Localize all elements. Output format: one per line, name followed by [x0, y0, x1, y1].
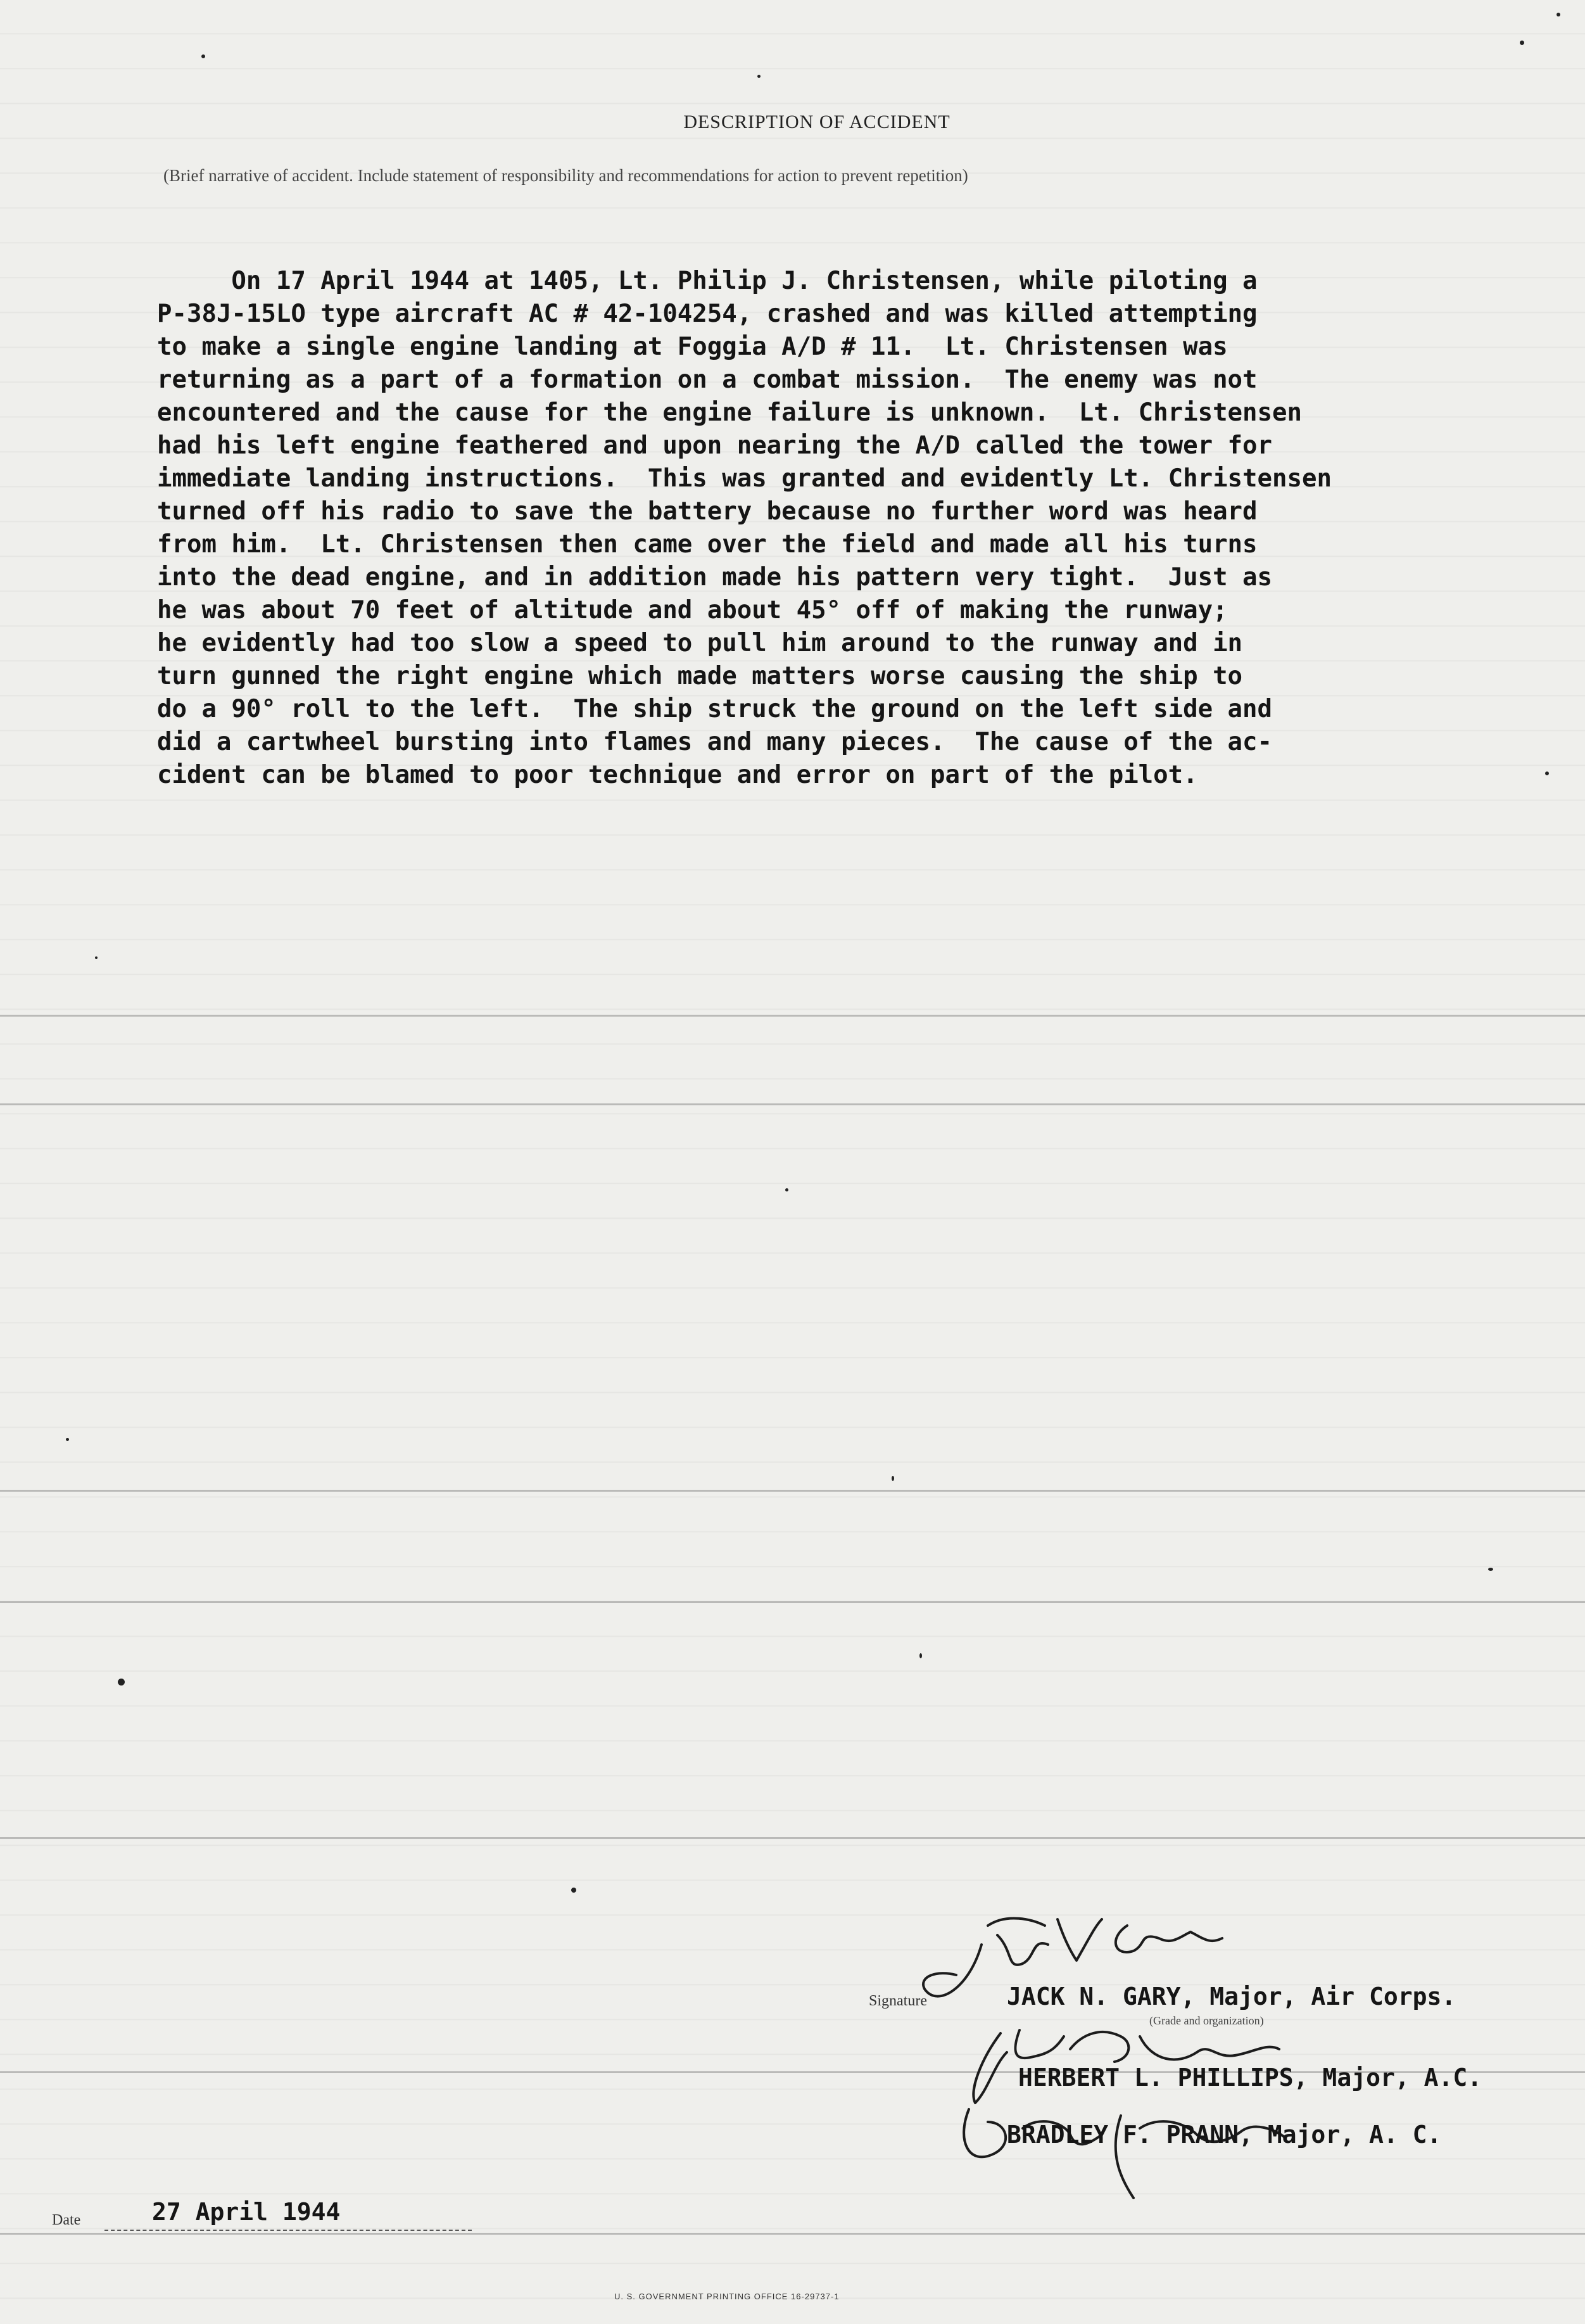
narrative-line: do a 90° roll to the left. The ship struck the ground on the left side and [157, 695, 1272, 723]
signer-name: BRADLEY F. PRANN, Major, A. C. [1007, 2121, 1442, 2149]
rule-line [0, 1601, 1585, 1603]
signature-caption: (Grade and organization) [1149, 2014, 1264, 2027]
narrative-line: to make a single engine landing at Foggia A/D # 11. Lt. Christensen was [157, 333, 1228, 361]
dust-speck [785, 1188, 788, 1191]
dust-speck [919, 1653, 922, 1658]
rule-line [0, 1015, 1585, 1017]
narrative-line: turned off his radio to save the battery because no further word was heard [157, 497, 1258, 526]
narrative-line: had his left engine feathered and upon nearing the A/D called the tower for [157, 431, 1272, 460]
narrative-line: encountered and the cause for the engine failure is unknown. Lt. Christensen [157, 398, 1302, 427]
accident-narrative [157, 265, 1455, 792]
narrative-line: On 17 April 1944 at 1405, Lt. Philip J. Christensen, while piloting a [157, 267, 1258, 295]
dust-speck [1545, 771, 1549, 775]
date-value: 27 April 1944 [152, 2198, 341, 2226]
narrative-line: from him. Lt. Christensen then came over the field and made all his turns [157, 530, 1258, 559]
dust-speck [1557, 13, 1560, 16]
dust-speck [118, 1679, 125, 1686]
rule-line [0, 1837, 1585, 1839]
dust-speck [95, 956, 98, 959]
narrative-line: cident can be blamed to poor technique and error on part of the pilot. [157, 761, 1198, 789]
signer-name: JACK N. GARY, Major, Air Corps. [1007, 1983, 1456, 2010]
rule-line [0, 1103, 1585, 1105]
signer-name: HERBERT L. PHILLIPS, Major, A.C. [1018, 2064, 1482, 2092]
narrative-line: he was about 70 feet of altitude and about 45° off of making the runway; [157, 596, 1228, 625]
dust-speck [1520, 41, 1524, 45]
narrative-line: immediate landing instructions. This was granted and evidently Lt. Christensen [157, 464, 1332, 493]
narrative-line: P-38J-15LO type aircraft AC # 42-104254, crashed and was killed attempting [157, 300, 1258, 328]
narrative-line: did a cartwheel bursting into flames and many pieces. The cause of the ac- [157, 728, 1272, 756]
narrative-line: he evidently had too slow a speed to pull him around to the runway and in [157, 629, 1243, 657]
dust-speck [757, 75, 761, 78]
handwritten-signatures [912, 1900, 1482, 2204]
dust-speck [892, 1476, 894, 1481]
rule-line [0, 2233, 1585, 2235]
form-instruction: (Brief narrative of accident. Include statement of responsibility and recommendations for action to prevent repetition) [163, 166, 968, 185]
narrative-line: returning as a part of a formation on a combat mission. The enemy was not [157, 365, 1258, 394]
dust-speck [201, 54, 205, 58]
date-label: Date [52, 2212, 81, 2228]
dust-speck [1488, 1568, 1493, 1571]
dust-speck [66, 1438, 69, 1441]
printer-imprint: U. S. GOVERNMENT PRINTING OFFICE 16-29737-1 [614, 2292, 840, 2301]
rule-line [0, 1490, 1585, 1492]
narrative-line: into the dead engine, and in addition made his pattern very tight. Just as [157, 563, 1272, 592]
dust-speck [571, 1888, 576, 1893]
form-title: DESCRIPTION OF ACCIDENT [683, 111, 950, 132]
narrative-line: turn gunned the right engine which made matters worse causing the ship to [157, 662, 1243, 690]
signature-label: Signature [869, 1993, 927, 2009]
date-rule [104, 2230, 472, 2231]
